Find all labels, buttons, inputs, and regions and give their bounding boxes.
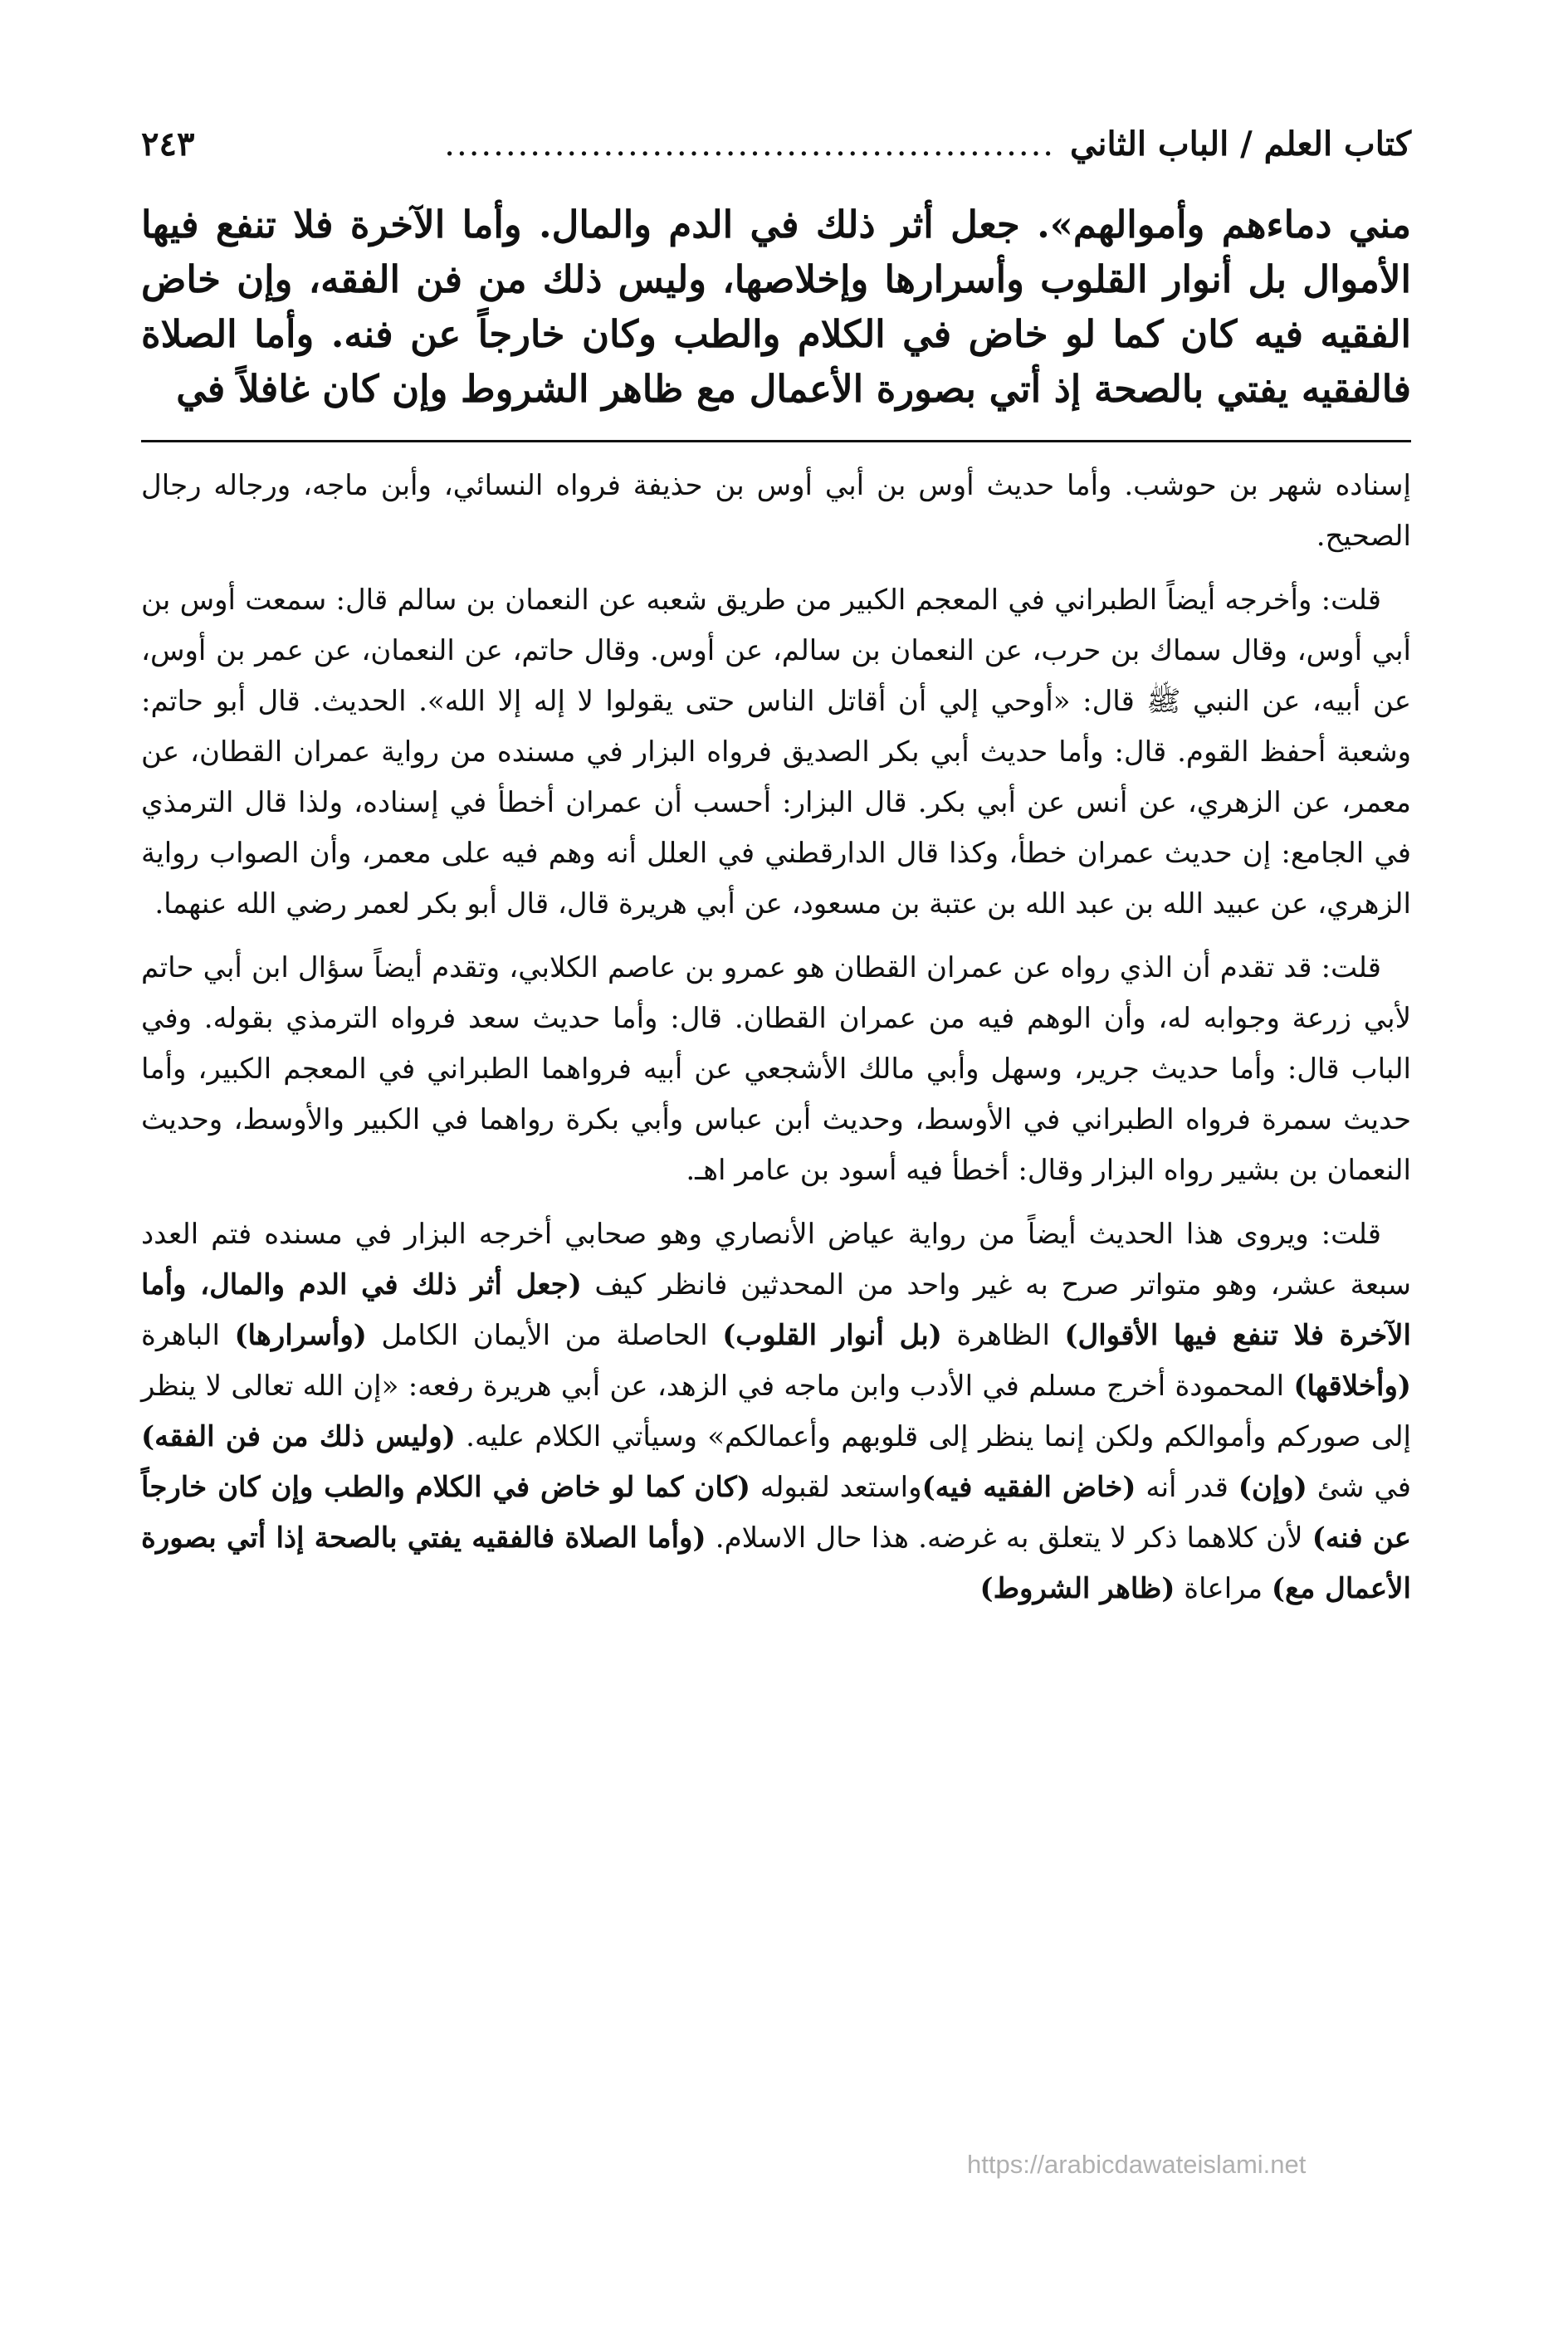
main-text bbox=[141, 198, 1411, 417]
quoted-matn-segment: (ظاهر الشروط) bbox=[979, 1572, 1175, 1605]
commentary bbox=[141, 461, 1411, 1614]
commentary-segment: قدر أنه bbox=[1136, 1471, 1238, 1504]
commentary-segment: قلت: ويروى هذا الحديث أيضاً من رواية عياض الأنصاري وهو صحابي أخرجه البزار في مسنده فتم العدد سبعة عشر، وهو متواتر صرح به غير واحد من المحدثين فانظر كيف bbox=[141, 1218, 1411, 1301]
quoted-matn-segment: (خاض الفقيه فيه) bbox=[921, 1471, 1136, 1504]
chapter-title: كتاب العلم / الباب الثاني bbox=[1070, 125, 1411, 164]
commentary-segment: في شئ bbox=[1307, 1471, 1411, 1504]
commentary-paragraph-4 bbox=[141, 1209, 1411, 1614]
quoted-matn-segment: (وليس ذلك من فن الفقه) bbox=[141, 1420, 456, 1453]
commentary-paragraph-2: قلت: وأخرجه أيضاً الطبراني في المعجم الكبير من طريق شعبه عن النعمان بن سالم قال: سمعت أوس بن أبي أوس، وقال سماك بن حرب، عن النعمان بن سالم، عن أوس. وقال حاتم، عن النعمان، عن عمر بن أوس، عن أبيه، عن النبي ﷺ قال: «أوحي إلي أن أقاتل الناس حتى يقولوا لا إله إلا الله». الحديث. قال أبو حاتم: وشعبة أحفظ القوم. قال: وأما حديث أبي بكر الصديق فرواه البزار في مسنده من رواية عمران القطان، عن معمر، عن الزهري، عن أنس عن أبي بكر. قال البزار: أحسب أن عمران أخطأ في إسناده، ولذا قال الترمذي في الجامع: إن حديث عمران خطأ، وكذا قال الدارقطني في العلل أنه وهم فيه على معمر، وأن الصواب رواية الزهري، عن عبيد الله بن عبد الله بن عتبة بن مسعود، عن أبي هريرة قال، قال أبو بكر لعمر رضي الله عنهما. bbox=[141, 584, 1411, 921]
commentary-segment: الحاصلة من الأيمان الكامل bbox=[366, 1319, 723, 1352]
website-watermark: https://arabicdawateislami.net bbox=[967, 2150, 1307, 2179]
quoted-matn-segment: (وأسرارها) bbox=[234, 1319, 367, 1352]
quoted-matn-segment: (جعل أثر ذلك في الدم والمال، وأما الآخرة فلا تنفع فيها الأقوال) bbox=[141, 1268, 1411, 1352]
commentary-segment: الظاهرة bbox=[941, 1319, 1065, 1352]
book-page bbox=[141, 125, 1411, 1628]
quoted-matn-segment: (بل أنوار القلوب) bbox=[722, 1319, 942, 1352]
main-paragraph: مني دماءهم وأموالهم». جعل أثر ذلك في الدم والمال. وأما الآخرة فلا تنفع فيها الأموال بل أنوار القلوب وأسرارها وإخلاصها، وليس ذلك من فن الفقه، وإن خاض الفقيه فيه كان كما لو خاض في الكلام والطب وكان خارجاً عن فنه. وأما الصلاة فالفقيه يفتي بالصحة إذ أتي بصورة الأعمال مع ظاهر الشروط وإن كان غافلاً في bbox=[141, 203, 1411, 411]
commentary-paragraph-1: إسناده شهر بن حوشب. وأما حديث أوس بن أبي أوس بن حذيفة فرواه النسائي، وأبن ماجه، ورجاله رجال الصحيح. bbox=[141, 469, 1411, 553]
quoted-matn-segment: (وأما الصلاة فالفقيه يفتي بالصحة إذا أتي بصورة الأعمال مع) bbox=[141, 1521, 1411, 1605]
commentary-segment: واستعد لقبوله bbox=[750, 1471, 922, 1504]
quoted-matn-segment: (وأخلاقها) bbox=[1293, 1370, 1411, 1403]
page-number: ٢٤٣ bbox=[141, 125, 195, 164]
leader-dots: .................................................. bbox=[444, 125, 1056, 164]
running-header bbox=[141, 125, 1411, 183]
commentary-segment: المحمودة أخرج مسلم في الأدب وابن ماجه في الزهد، عن أبي هريرة رفعه: «إن الله تعالى لا ينظر إلى صوركم وأموالكم ولكن إنما ينظر إلى قلوبهم وأعمالكم» وسيأتي الكلام عليه. bbox=[141, 1370, 1411, 1453]
commentary-segment: الباهرة bbox=[141, 1319, 235, 1352]
commentary-segment: لأن كلاهما ذكر لا يتعلق به غرضه. هذا حال الاسلام. bbox=[706, 1521, 1312, 1555]
quoted-matn-segment: (كان كما لو خاض في الكلام والطب وإن كان خارجاً عن فنه) bbox=[141, 1471, 1411, 1555]
footnote-separator bbox=[141, 440, 1411, 442]
quoted-matn-segment: (وإن) bbox=[1238, 1471, 1307, 1504]
commentary-paragraph-3: قلت: قد تقدم أن الذي رواه عن عمران القطان هو عمرو بن عاصم الكلابي، وتقدم أيضاً سؤال ابن أبي حاتم لأبي زرعة وجوابه له، وأن الوهم فيه من عمران القطان. قال: وأما حديث سعد فرواه الترمذي بقوله. وفي الباب قال: وأما حديث جرير، وسهل وأبي مالك الأشجعي عن أبيه فرواهما الطبراني في المعجم الكبير، وأما حديث سمرة فرواه الطبراني في الأوسط، وحديث أبن عباس وأبي بكرة رواهما في الكبير والأوسط، وحديث النعمان بن بشير رواه البزار وقال: أخطأ فيه أسود بن عامر اهـ. bbox=[141, 951, 1411, 1187]
commentary-segment: مراعاة bbox=[1175, 1572, 1272, 1605]
